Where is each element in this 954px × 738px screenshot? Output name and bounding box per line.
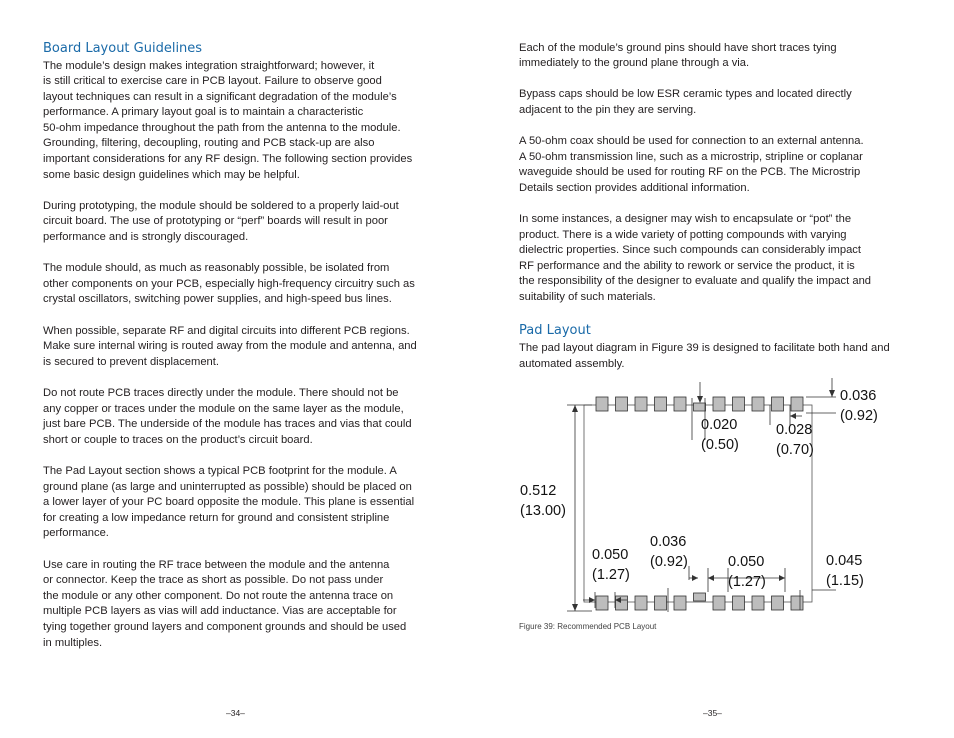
- paragraph: [519, 212, 871, 306]
- pad: [733, 397, 745, 411]
- dim-label-height: 0.512 (13.00): [520, 483, 566, 519]
- text-line: The Pad Layout section shows a typical PCB footprint for the module. A: [43, 465, 397, 478]
- text-line: is still critical to exercise care in PCB layout. Failure to observe good: [43, 75, 382, 88]
- text-line: The module’s design makes integration straightforward; however, it: [43, 59, 375, 72]
- dim-label-pad-width: 0.020 (0.50): [701, 417, 739, 453]
- text-line: for creating a low impedance return for ground and consistent stripline: [43, 511, 390, 524]
- text-line: some basic design guidelines which may be helpful.: [43, 168, 300, 181]
- pad: [772, 596, 784, 610]
- text-line: Bypass caps should be low ESR ceramic types and located directly: [519, 88, 852, 101]
- paragraph: [43, 261, 415, 308]
- text-line: just bare PCB. The underside of the module has traces and vias that could: [43, 418, 412, 431]
- pad: [694, 593, 706, 601]
- text-line: the module or any other component. Do not route the antenna trace on: [43, 589, 394, 602]
- text-line: performance.: [43, 527, 109, 540]
- dim-label-pad-gap: 0.028 (0.70): [776, 422, 814, 458]
- section-heading-board-layout: Board Layout Guidelines: [43, 41, 203, 56]
- paragraph: [519, 41, 837, 72]
- text-line: When possible, separate RF and digital circuits into different PCB regions.: [43, 324, 410, 337]
- text-line: tying together ground layers and component grounds and should be used: [43, 621, 407, 634]
- pad: [674, 596, 686, 610]
- text-line: The pad layout diagram in Figure 39 is designed to facilitate both hand and: [519, 342, 890, 354]
- paragraph: [519, 134, 864, 196]
- text-line: multiple PCB layers as vias will add inductance. Vias are acceptable for: [43, 605, 397, 618]
- pad: [596, 397, 608, 411]
- text-line: dielectric properties. Since such compounds can considerably impact: [519, 244, 862, 257]
- paragraph: [43, 464, 414, 542]
- text-line: short or couple to traces on the product’s circuit board.: [43, 433, 313, 446]
- page-number-right: –35–: [703, 708, 722, 718]
- text-line: RF performance and the ability to rework or service the product, it is: [519, 259, 855, 272]
- text-line: waveguide should be used for routing RF on the PCB. The Microstrip: [519, 166, 861, 179]
- text-line: or connector. Keep the trace as short as possible. Do not pass under: [43, 574, 384, 587]
- dim-label-pitch-bottom: 0.050 (1.27): [728, 554, 766, 590]
- pad: [655, 397, 667, 411]
- pad: [791, 397, 803, 411]
- text-line: circuit board. The use of prototyping or “perf” boards will result in poor: [43, 215, 388, 228]
- dim-label-edge-offset: 0.045 (1.15): [826, 553, 864, 589]
- text-line: Make sure internal wiring is routed away from the module and antenna, and: [43, 340, 417, 353]
- text-line: performance and is strongly discouraged.: [43, 231, 249, 244]
- text-line: in multiples.: [43, 636, 103, 649]
- bottom-pad-row: [596, 593, 803, 610]
- paragraph: [43, 59, 412, 184]
- pad: [674, 397, 686, 411]
- paragraph: [43, 386, 412, 448]
- text-line: A 50-ohm coax should be used for connection to an external antenna.: [519, 135, 864, 148]
- paragraph: [43, 558, 406, 652]
- text-line: product. There is a wide variety of potting compounds with varying: [519, 228, 847, 241]
- text-line: Details section provides additional information.: [519, 181, 750, 194]
- figure-caption: Figure 39: Recommended PCB Layout: [519, 622, 657, 631]
- pad: [752, 397, 764, 411]
- text-line: other components on your PCB, especially high-frequency circuitry such as: [43, 277, 415, 290]
- text-line: automated assembly.: [519, 357, 625, 370]
- pad: [616, 596, 628, 610]
- pad: [655, 596, 667, 610]
- pad: [596, 596, 608, 610]
- text-line: Use care in routing the RF trace between the module and the antenna: [43, 558, 390, 571]
- pad: [616, 397, 628, 411]
- paragraph: [519, 87, 852, 118]
- paragraph: [43, 199, 399, 246]
- pad: [694, 403, 706, 411]
- text-line: immediately to the ground plane through a via.: [519, 57, 750, 70]
- text-line: Grounding, filtering, decoupling, routing and PCB stack-up are also: [43, 137, 375, 150]
- text-line: suitability of such materials.: [519, 291, 656, 304]
- text-line: important considerations for any RF design. The following section provides: [43, 153, 413, 166]
- pad: [713, 596, 725, 610]
- text-line: Do not route PCB traces directly under the module. There should not be: [43, 387, 399, 400]
- text-line: During prototyping, the module should be soldered to a properly laid-out: [43, 199, 399, 212]
- page-number-left: –34–: [226, 708, 245, 718]
- text-line: adjacent to the pin they are serving.: [519, 103, 697, 116]
- pad: [791, 596, 803, 610]
- pad: [772, 397, 784, 411]
- pad: [733, 596, 745, 610]
- pad: [635, 596, 647, 610]
- dim-label-pad-length-top: 0.036 (0.92): [840, 388, 878, 424]
- text-line: crystal oscillators, switching power supplies, and high-speed bus lines.: [43, 293, 392, 306]
- pad: [635, 397, 647, 411]
- paragraph: [43, 324, 417, 371]
- section-heading-pad-layout: Pad Layout: [519, 323, 591, 338]
- pad: [752, 596, 764, 610]
- text-line: 50-ohm impedance throughout the path from the antenna to the module.: [43, 121, 401, 134]
- text-line: Each of the module’s ground pins should have short traces tying: [519, 41, 837, 54]
- text-line: ground plane (as large and uninterrupted as possible) should be placed on: [43, 480, 412, 493]
- text-line: A 50-ohm transmission line, such as a microstrip, stripline or coplanar: [519, 150, 863, 163]
- text-line: The module should, as much as reasonably possible, be isolated from: [43, 262, 390, 275]
- text-line: performance. A primary layout goal is to maintain a characteristic: [43, 106, 364, 119]
- dim-label-pitch-left: 0.050 (1.27): [592, 547, 630, 583]
- text-line: any copper or traces under the module on the same layer as the module,: [43, 402, 404, 415]
- text-line: the responsibility of the designer to evaluate and qualify the impact and: [519, 275, 872, 288]
- text-line: layout techniques can result in a significant degradation of the module’s: [43, 90, 397, 103]
- text-line: In some instances, a designer may wish to encapsulate or “pot” the: [519, 213, 852, 226]
- dim-label-pad-length-bottom: 0.036 (0.92): [650, 534, 688, 570]
- text-line: a lower layer of your PC board opposite the module. This plane is essential: [43, 496, 415, 509]
- text-line: is secured to prevent displacement.: [43, 355, 219, 368]
- pad: [713, 397, 725, 411]
